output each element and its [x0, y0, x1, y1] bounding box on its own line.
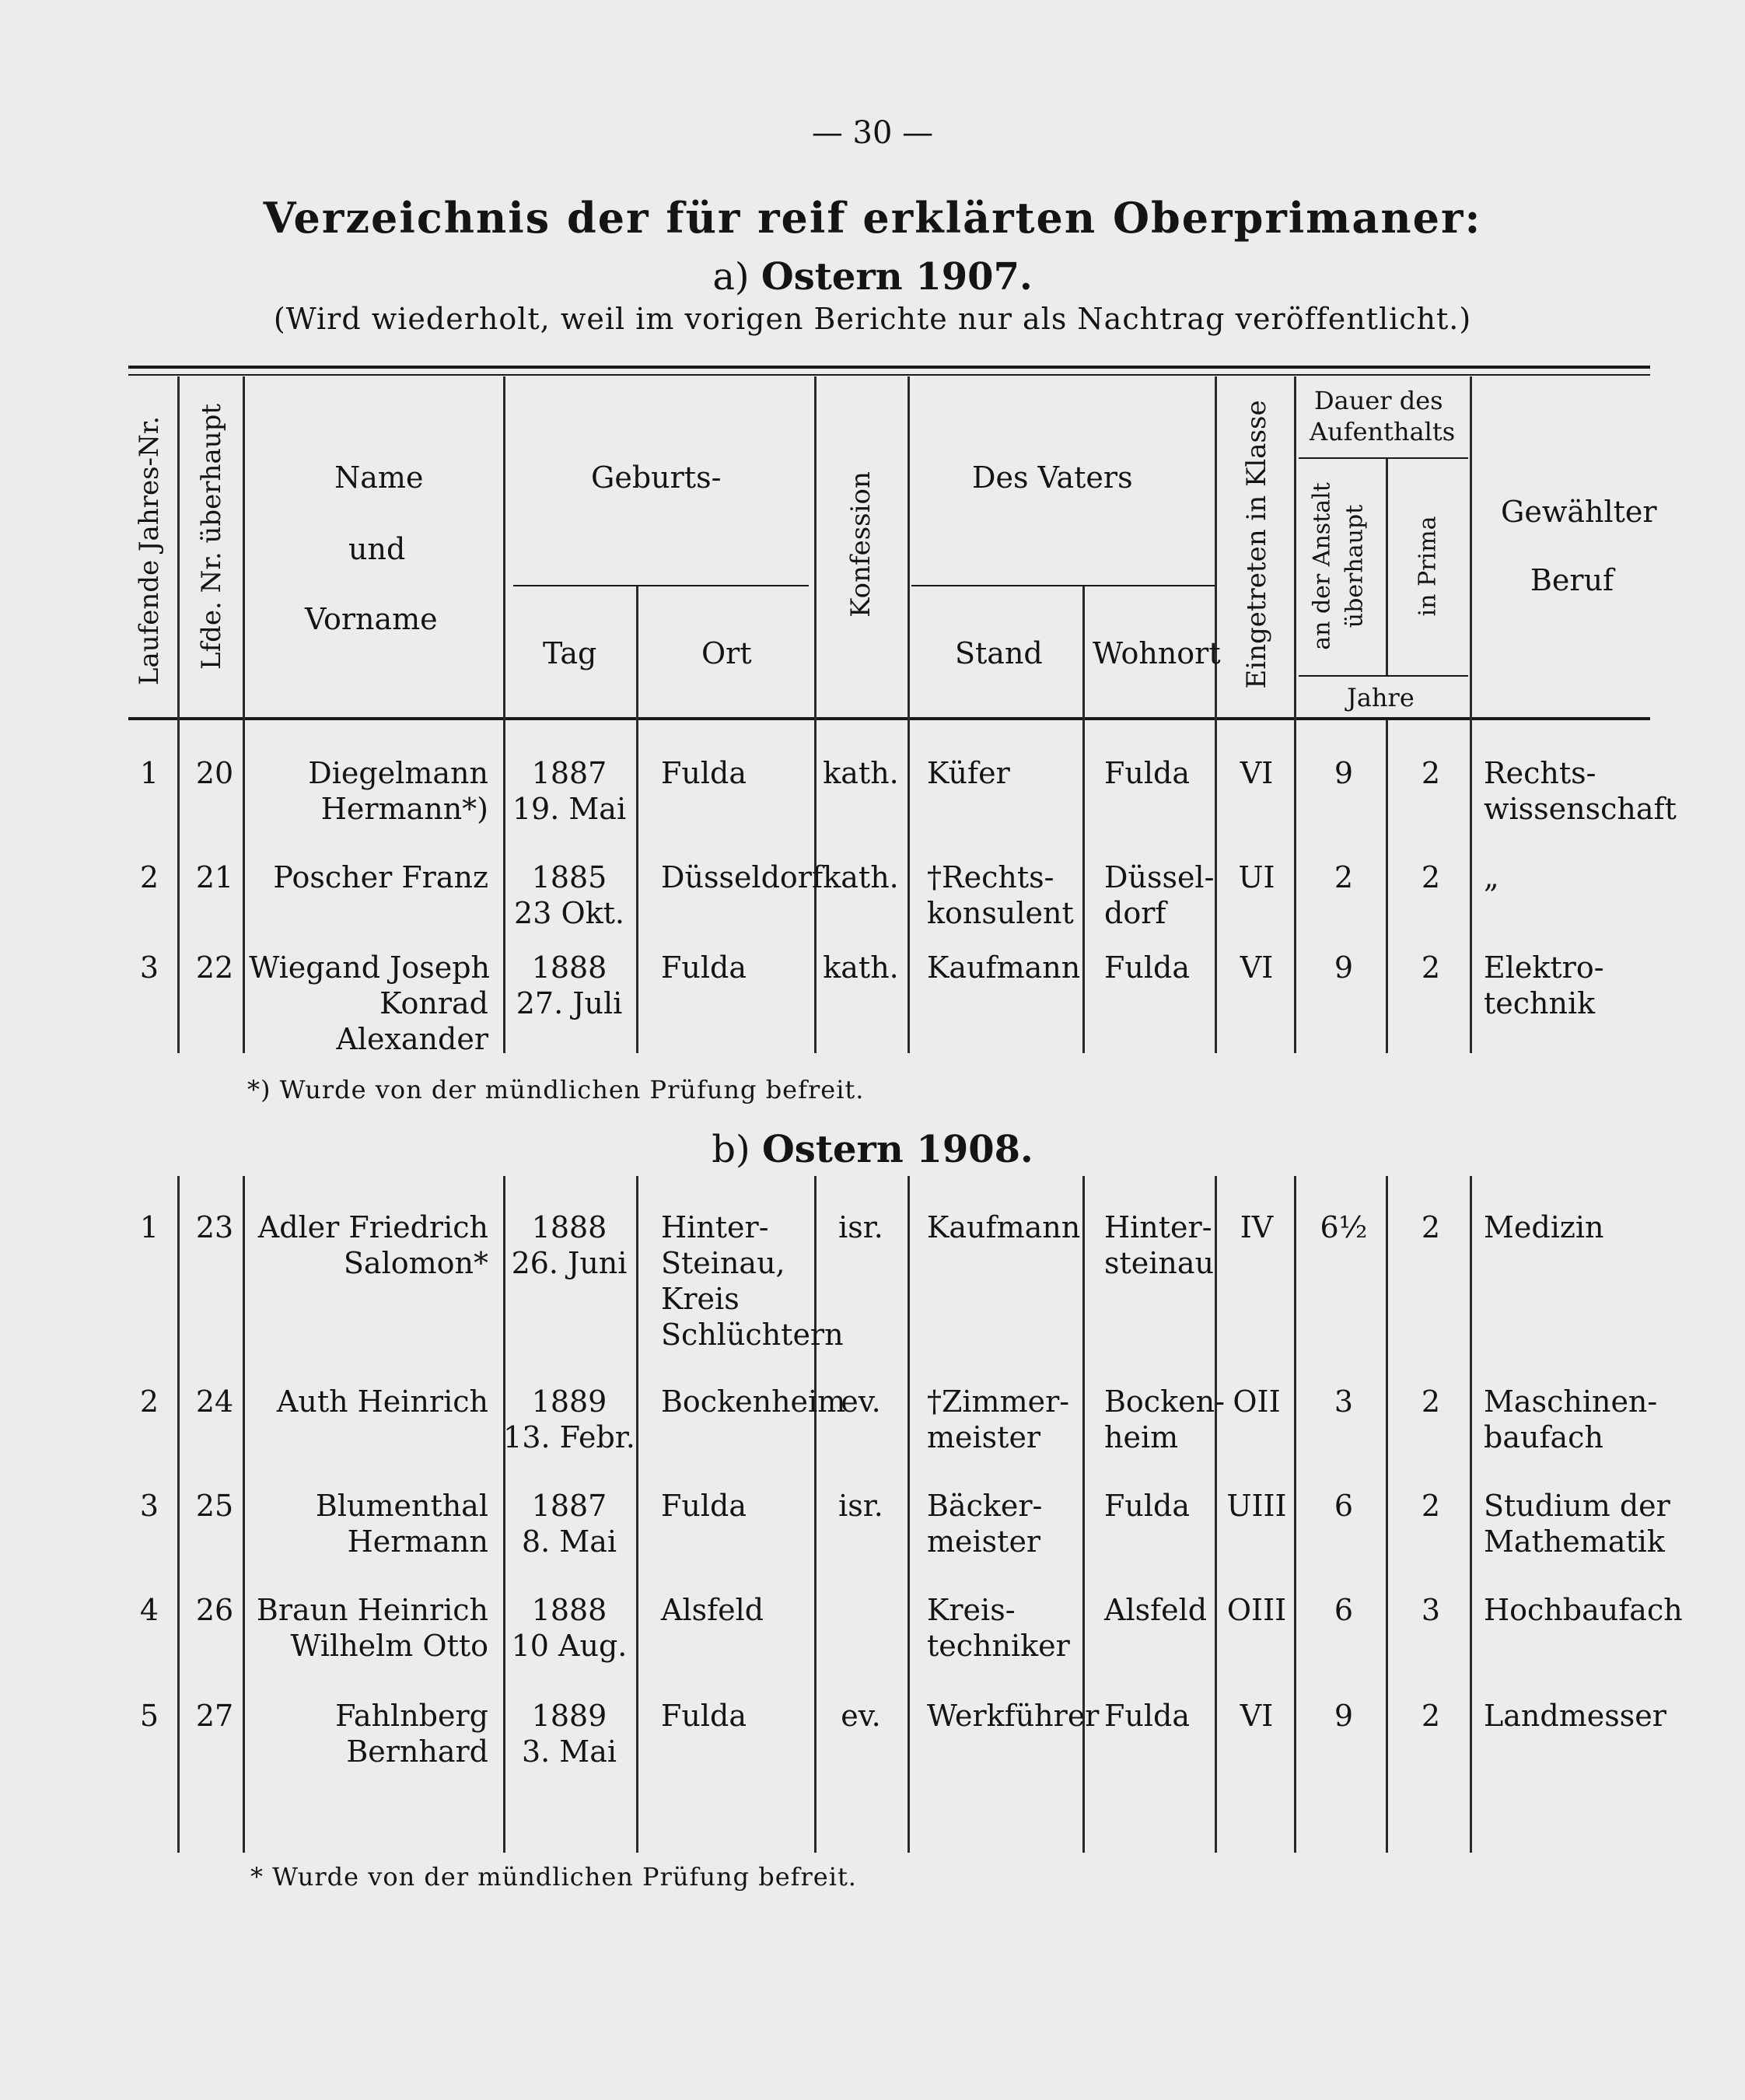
- column-divider: [907, 376, 910, 1053]
- dauer-subrule: [1299, 457, 1468, 459]
- header-aufenthalts: Aufenthalts: [1310, 417, 1456, 446]
- cell-wohnort: Bocken-: [1104, 1384, 1225, 1419]
- cell-ort: Hinter-: [661, 1210, 769, 1244]
- cell-tag: 3. Mai: [521, 1734, 617, 1769]
- cell-ort: Steinau,: [661, 1246, 785, 1280]
- column-divider: [1294, 1176, 1296, 1853]
- cell-anstalt: 6½: [1320, 1210, 1368, 1244]
- cell-lfd: 3: [139, 1489, 159, 1523]
- cell-lfd: 1: [139, 1210, 159, 1244]
- column-divider: [243, 1176, 245, 1853]
- cell-konf: kath.: [823, 860, 899, 894]
- cell-tag: 19. Mai: [512, 792, 627, 826]
- cell-name: Wilhelm Otto: [290, 1629, 488, 1663]
- cell-lfd: 1: [139, 756, 159, 790]
- cell-ort: Fulda: [661, 950, 747, 985]
- cell-prima: 2: [1421, 950, 1441, 985]
- cell-prima: 2: [1421, 860, 1441, 894]
- cell-stand: Werkführer: [927, 1699, 1100, 1733]
- section-a-label: Ostern 1907.: [761, 255, 1033, 299]
- cell-tag: 1889: [531, 1384, 607, 1419]
- header-ueberhaupt: überhaupt: [1341, 504, 1369, 628]
- cell-wohnort: heim: [1104, 1420, 1179, 1454]
- cell-prima: 2: [1421, 1384, 1441, 1419]
- column-divider: [503, 376, 505, 1053]
- table-top-rule: [128, 366, 1650, 369]
- cell-stand: Kreis-: [927, 1593, 1016, 1627]
- cell-tag: 27. Juli: [516, 986, 623, 1020]
- page-number: — 30 —: [811, 115, 934, 151]
- cell-tag: 1885: [531, 860, 607, 894]
- cell-tag: 1889: [531, 1699, 607, 1733]
- header-des-vaters: Des Vaters: [972, 460, 1133, 495]
- cell-klasse: UIII: [1226, 1489, 1287, 1523]
- cell-lfd: 2: [139, 860, 159, 894]
- cell-tag: 8. Mai: [521, 1524, 617, 1559]
- cell-klasse: IV: [1240, 1210, 1274, 1244]
- cell-nr: 20: [195, 756, 234, 790]
- cell-name: Diegelmann: [308, 756, 488, 790]
- cell-wohnort: Alsfeld: [1104, 1593, 1208, 1627]
- column-divider: [907, 1176, 910, 1853]
- section-a-note: (Wird wiederholt, weil im vorigen Berichte nur als Nachtrag veröffentlicht.): [273, 302, 1472, 336]
- section-b-label: Ostern 1908.: [761, 1128, 1033, 1171]
- cell-prima: 2: [1421, 1489, 1441, 1523]
- cell-wohnort: Fulda: [1104, 756, 1190, 790]
- cell-stand: †Rechts-: [927, 860, 1054, 894]
- cell-nr: 23: [195, 1210, 234, 1244]
- cell-beruf: Landmesser: [1484, 1699, 1666, 1733]
- column-divider: [636, 1176, 638, 1853]
- cell-tag: 13. Febr.: [503, 1420, 635, 1454]
- header-jahre: Jahre: [1347, 683, 1415, 712]
- cell-beruf: Studium der: [1484, 1489, 1670, 1523]
- cell-beruf: Medizin: [1484, 1210, 1604, 1244]
- header-und: und: [348, 532, 406, 566]
- page-title: Verzeichnis der für reif erklärten Oberprimaner:: [263, 193, 1482, 243]
- cell-beruf: Rechts-: [1484, 756, 1596, 790]
- header-bottom-rule: [128, 717, 1650, 720]
- cell-wohnort: dorf: [1104, 896, 1166, 930]
- cell-anstalt: 9: [1334, 950, 1354, 985]
- cell-beruf: Hochbaufach: [1484, 1593, 1683, 1627]
- cell-beruf: wissenschaft: [1484, 792, 1677, 826]
- cell-tag: 1887: [531, 1489, 607, 1523]
- section-b-prefix: b): [712, 1128, 750, 1171]
- header-name: Name: [334, 460, 424, 495]
- cell-ort: Fulda: [661, 756, 747, 790]
- cell-beruf: Elektro-: [1484, 950, 1604, 985]
- cell-tag: 1888: [531, 1593, 607, 1627]
- jahre-subrule: [1299, 675, 1468, 677]
- cell-beruf: baufach: [1484, 1420, 1603, 1454]
- cell-stand: konsulent: [927, 896, 1074, 930]
- cell-name: Braun Heinrich: [256, 1593, 488, 1627]
- column-divider: [814, 1176, 817, 1853]
- cell-konf: kath.: [823, 756, 899, 790]
- cell-stand: meister: [927, 1524, 1041, 1559]
- column-divider: [177, 1176, 180, 1853]
- cell-konf: kath.: [823, 950, 899, 985]
- header-beruf: Beruf: [1530, 563, 1614, 597]
- cell-konf: isr.: [838, 1489, 883, 1523]
- cell-ort: Kreis: [661, 1282, 740, 1316]
- column-divider: [503, 1176, 505, 1853]
- column-divider: [1386, 1176, 1388, 1853]
- cell-tag: 10 Aug.: [511, 1629, 628, 1663]
- cell-anstalt: 9: [1334, 756, 1354, 790]
- cell-nr: 27: [195, 1699, 234, 1733]
- cell-tag: 1887: [531, 756, 607, 790]
- cell-klasse: VI: [1240, 1699, 1274, 1733]
- cell-beruf: technik: [1484, 986, 1596, 1020]
- section-a-heading: [0, 255, 1745, 299]
- cell-stand: meister: [927, 1420, 1041, 1454]
- column-divider: [814, 376, 817, 1053]
- geburts-subrule: [513, 585, 809, 586]
- header-dauer: Dauer des: [1314, 386, 1443, 415]
- cell-konf: isr.: [838, 1210, 883, 1244]
- column-divider: [1386, 459, 1388, 675]
- footnote-a: *) Wurde von der mündlichen Prüfung befreit.: [247, 1075, 865, 1104]
- cell-anstalt: 6: [1334, 1489, 1354, 1523]
- cell-ort: Düsseldorf: [661, 860, 824, 894]
- column-divider: [1386, 720, 1388, 1053]
- column-divider: [177, 376, 180, 1053]
- cell-name: Konrad: [379, 986, 488, 1020]
- cell-stand: Kaufmann: [927, 1210, 1081, 1244]
- cell-klasse: UI: [1238, 860, 1275, 894]
- column-divider: [1082, 586, 1085, 1053]
- column-divider: [243, 376, 245, 1053]
- column-divider: [1082, 1176, 1085, 1853]
- footnote-b: * Wurde von der mündlichen Prüfung befreit.: [250, 1862, 857, 1892]
- column-divider: [1215, 376, 1217, 1053]
- cell-konf: ev.: [841, 1699, 881, 1733]
- cell-name: Adler Friedrich: [257, 1210, 488, 1244]
- cell-ort: Schlüchtern: [661, 1318, 844, 1352]
- section-b-heading: [0, 1128, 1745, 1171]
- header-anstalt: an der Anstalt: [1308, 482, 1336, 650]
- column-divider: [1294, 376, 1296, 1053]
- cell-ort: Bockenheim: [661, 1384, 846, 1419]
- cell-wohnort: Düssel-: [1104, 860, 1215, 894]
- cell-beruf: „: [1484, 860, 1499, 894]
- cell-name: Salomon*: [343, 1246, 488, 1280]
- cell-konf: ev.: [841, 1384, 881, 1419]
- cell-wohnort: Fulda: [1104, 1489, 1190, 1523]
- cell-stand: techniker: [927, 1629, 1070, 1663]
- header-ort: Ort: [701, 636, 752, 670]
- cell-tag: 26. Juni: [511, 1246, 628, 1280]
- header-konfession: Konfession: [845, 471, 876, 618]
- cell-tag: 1888: [531, 1210, 607, 1244]
- cell-prima: 2: [1421, 1210, 1441, 1244]
- cell-anstalt: 9: [1334, 1699, 1354, 1733]
- cell-nr: 22: [195, 950, 234, 985]
- cell-prima: 3: [1421, 1593, 1441, 1627]
- table-top-rule-thin: [128, 374, 1650, 376]
- cell-name: Hermann: [347, 1524, 488, 1559]
- header-stand: Stand: [955, 636, 1043, 670]
- column-divider: [636, 586, 638, 1053]
- cell-klasse: VI: [1240, 950, 1274, 985]
- column-divider: [1215, 1176, 1217, 1853]
- cell-name: Blumenthal: [315, 1489, 488, 1523]
- cell-klasse: VI: [1240, 756, 1274, 790]
- cell-beruf: Mathematik: [1484, 1524, 1665, 1559]
- cell-anstalt: 2: [1334, 860, 1354, 894]
- header-vorname: Vorname: [305, 602, 438, 636]
- cell-anstalt: 3: [1334, 1384, 1354, 1419]
- column-divider: [1470, 376, 1472, 1053]
- cell-stand: †Zimmer-: [927, 1384, 1070, 1419]
- cell-ort: Fulda: [661, 1699, 747, 1733]
- cell-name: Fahlnberg: [335, 1699, 488, 1733]
- cell-nr: 25: [195, 1489, 234, 1523]
- header-laufende-nr: Laufende Jahres-Nr.: [134, 415, 165, 686]
- cell-tag: 23 Okt.: [514, 896, 624, 930]
- cell-ort: Fulda: [661, 1489, 747, 1523]
- cell-wohnort: Hinter-: [1104, 1210, 1212, 1244]
- cell-name: Auth Heinrich: [276, 1384, 488, 1419]
- header-eingetreten: Eingetreten in Klasse: [1241, 400, 1272, 689]
- cell-name: Wiegand Joseph: [249, 950, 490, 985]
- cell-wohnort: steinau: [1104, 1246, 1215, 1280]
- cell-stand: Bäcker-: [927, 1489, 1043, 1523]
- vaters-subrule: [911, 585, 1215, 586]
- column-divider: [1470, 1176, 1472, 1853]
- cell-beruf: Maschinen-: [1484, 1384, 1658, 1419]
- cell-name: Bernhard: [346, 1734, 488, 1769]
- cell-stand: Küfer: [927, 756, 1010, 790]
- cell-lfd: 2: [139, 1384, 159, 1419]
- cell-tag: 1888: [531, 950, 607, 985]
- cell-klasse: OII: [1233, 1384, 1281, 1419]
- cell-klasse: OIII: [1226, 1593, 1287, 1627]
- cell-wohnort: Fulda: [1104, 950, 1190, 985]
- header-in-prima: in Prima: [1414, 516, 1442, 617]
- cell-lfd: 4: [139, 1593, 159, 1627]
- cell-ort: Alsfeld: [661, 1593, 764, 1627]
- header-tag: Tag: [543, 636, 597, 670]
- section-a-prefix: a): [712, 255, 750, 299]
- cell-prima: 2: [1421, 1699, 1441, 1733]
- cell-name: Alexander: [336, 1022, 488, 1056]
- header-gewaehlter: Gewählter: [1501, 495, 1657, 529]
- header-geburts: Geburts-: [591, 460, 722, 495]
- cell-lfd: 5: [139, 1699, 159, 1733]
- cell-nr: 24: [195, 1384, 234, 1419]
- cell-nr: 26: [195, 1593, 234, 1627]
- cell-nr: 21: [195, 860, 234, 894]
- cell-lfd: 3: [139, 950, 159, 985]
- cell-anstalt: 6: [1334, 1593, 1354, 1627]
- cell-wohnort: Fulda: [1104, 1699, 1190, 1733]
- cell-prima: 2: [1421, 756, 1441, 790]
- header-lfde-nr: Lfde. Nr. überhaupt: [196, 403, 227, 670]
- cell-stand: Kaufmann: [927, 950, 1081, 985]
- cell-name: Poscher Franz: [273, 860, 488, 894]
- cell-name: Hermann*): [320, 792, 488, 826]
- header-wohnort: Wohnort: [1093, 636, 1221, 670]
